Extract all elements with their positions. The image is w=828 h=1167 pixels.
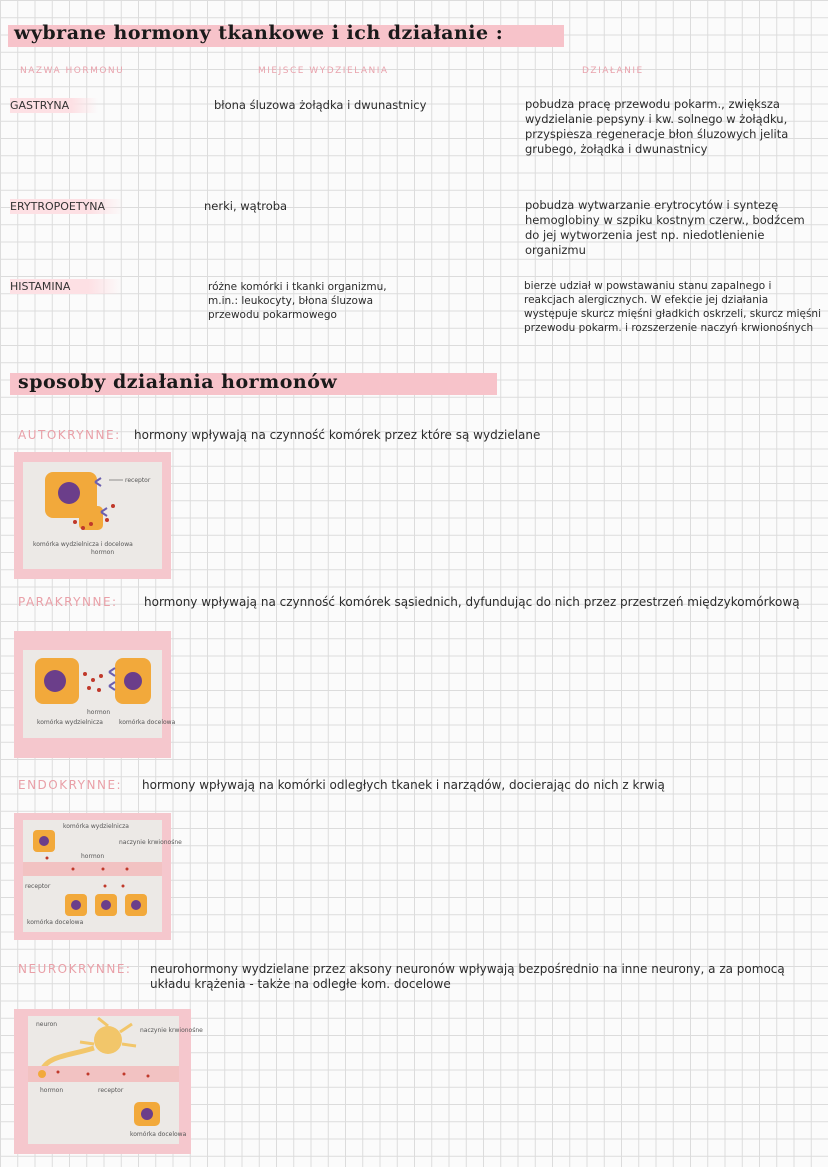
diagram-caption: naczynie krwionośne	[140, 1027, 203, 1034]
section-title: sposoby działania hormonów	[18, 371, 338, 393]
type-description: neurohormony wydzielane przez aksony neuronów wpływają bezpośrednio na inne neurony, a za pomocą układu krążenia - także na odległe kom. docelowe	[150, 962, 785, 991]
type-description: hormony wpływają na czynność komórek przez które są wydzielane	[134, 428, 541, 442]
diagram-caption: komórka docelowa	[119, 719, 176, 726]
diagram-caption: hormon	[87, 709, 111, 716]
diagram-caption: komórka wydzielnicza	[37, 719, 103, 726]
autocrine-diagram	[23, 462, 162, 569]
diagram-caption: komórka wydzielnicza i docelowa	[33, 541, 133, 548]
column-header-action: DZIAŁANIE	[582, 66, 644, 76]
diagram-caption: hormon	[91, 549, 115, 556]
hormone-place: różne komórki i tkanki organizmu, m.in.: leukocyty, błona śluzowa przewodu pokarmowego	[208, 281, 387, 321]
hormone-name: GASTRYNA	[10, 98, 98, 113]
neurocrine-diagram	[28, 1016, 203, 1144]
hormone-place: nerki, wątroba	[204, 199, 288, 213]
type-label: PARAKRYNNE:	[18, 595, 118, 609]
diagram-caption: hormon	[40, 1087, 64, 1094]
column-header-place: MIEJSCE WYDZIELANIA	[258, 66, 389, 76]
type-description: hormony wpływają na komórki odległych tkanek i narządów, docierając do nich z krwią	[142, 778, 665, 792]
hormone-action: bierze udział w powstawaniu stanu zapalnego i reakcjach alergicznych. W efekcie jej działania występuje skurcz mięśni gładkich oskrzeli, skurcz mięśni przewodu pokarm. i rozszerzenie naczyń krwionośnych	[524, 280, 821, 334]
type-description: hormony wpływają na czynność komórek sąsiednich, dyfundując do nich przez przestrzeń międzykomórkową	[144, 595, 800, 609]
page-title: wybrane hormony tkankowe i ich działanie :	[14, 22, 504, 44]
paracrine-diagram	[23, 650, 176, 738]
hormone-name: HISTAMINA	[10, 279, 122, 294]
type-label: AUTOKRYNNE:	[18, 428, 121, 442]
diagram-caption: receptor	[25, 883, 51, 890]
hormone-action: pobudza pracę przewodu pokarm., zwiększa wydzielanie pepsyny i kw. solnego w żołądku, przyspiesza regeneracje błon śluzowych jelita grubego, żołądka i dwunastnicy	[525, 97, 789, 156]
type-label: NEUROKRYNNE:	[18, 962, 132, 976]
diagram-caption: komórka docelowa	[27, 919, 84, 926]
diagram-caption: naczynie krwionośne	[119, 839, 182, 846]
diagram-caption: komórka wydzielnicza	[63, 823, 129, 830]
diagram-caption: neuron	[36, 1021, 58, 1028]
type-label: ENDOKRYNNE:	[18, 778, 123, 792]
hormone-place: błona śluzowa żołądka i dwunastnicy	[214, 98, 427, 112]
diagram-caption: hormon	[81, 853, 105, 860]
diagram-caption: receptor	[125, 477, 151, 484]
endocrine-diagram	[23, 820, 182, 932]
diagram-caption: komórka docelowa	[130, 1131, 187, 1138]
hormone-name: ERYTROPOETYNA	[10, 199, 124, 214]
hormone-action: pobudza wytwarzanie erytrocytów i syntezę hemoglobiny w szpiku kostnym czerw., bodźcem do jej wytworzenia jest np. niedotlenienie organizmu	[525, 198, 805, 257]
diagram-caption: receptor	[98, 1087, 124, 1094]
column-header-name: NAZWA HORMONU	[20, 66, 125, 76]
